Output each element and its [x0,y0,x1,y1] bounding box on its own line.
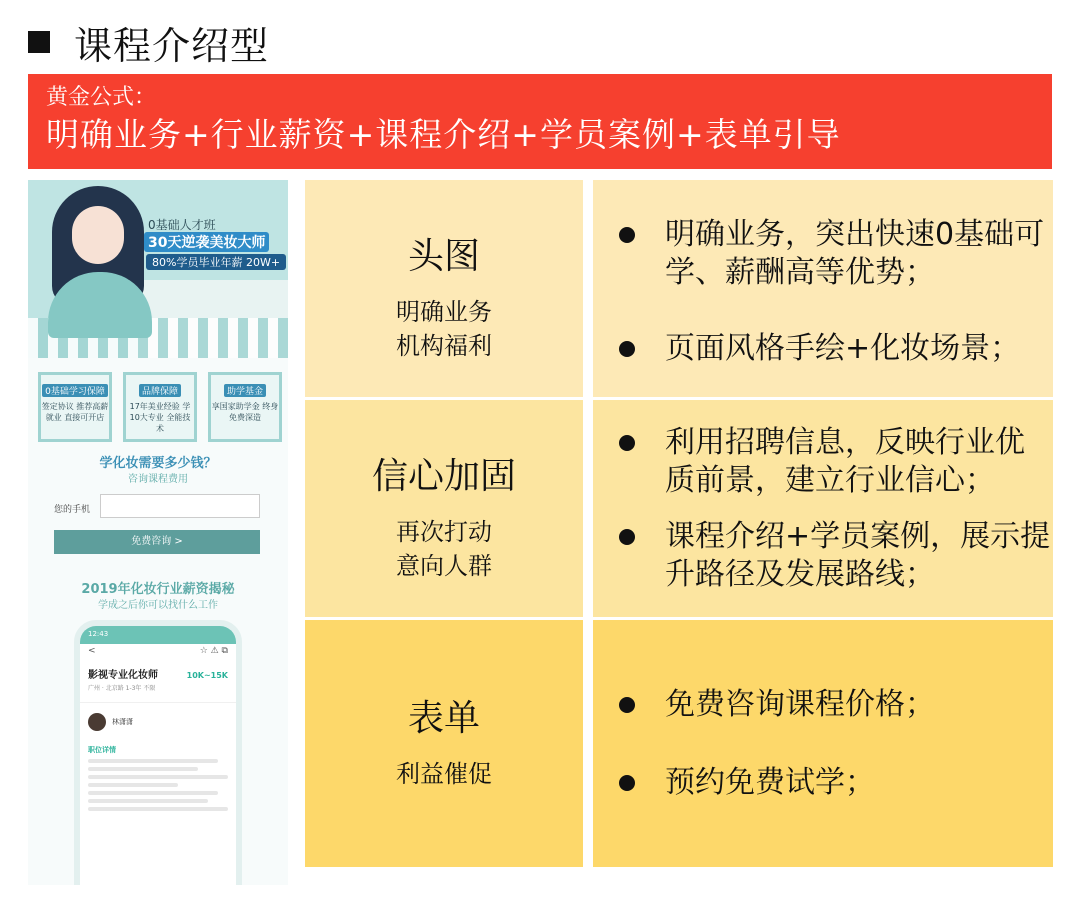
note-text: 预约免费试学； [665,765,875,800]
job-meta: 广州 · 北京路 1-3年 不限 [88,685,156,692]
ask-price-subtitle: 咨询课程费用 [128,474,188,485]
note-text: 页面风格手绘+化妆场景； [665,331,1021,366]
banner-line2: 30天逆袭美妆大师 [144,232,269,252]
page-title: 课程介绍型 [74,23,270,68]
mock-status-bar: 12:43 [80,626,236,644]
note-text: 免费咨询课程价格； [665,687,935,722]
guarantee-body: 签定协议 推荐高薪就业 直接可开店 [41,402,109,422]
section-purpose: 再次打动 [396,518,492,546]
text-line [88,783,178,787]
recruiter-row [80,702,236,741]
section-notes [593,400,1053,617]
guarantee-title: 助学基金 [224,384,266,397]
bullet-icon [619,341,635,357]
back-icon[interactable]: < [88,646,96,656]
section-confidence [305,400,583,617]
job-title: 影视专业化妆师 [88,670,158,681]
section-notes [593,620,1053,867]
nav-action-icons[interactable]: ☆ ⚠ ⧉ [199,646,228,656]
text-line [88,799,208,803]
guarantee-body: 17年美业经验 学10大专业 全能技术 [129,402,191,433]
section-purpose: 意向人群 [396,552,492,580]
section-form [305,620,583,867]
guarantee-body: 享国家助学金 终身免费深造 [211,402,279,422]
title-square-icon [28,31,50,53]
section-purpose: 利益催促 [396,760,492,788]
section-purpose: 机构福利 [396,332,492,360]
landing-page-screenshot [28,180,288,885]
note-item [615,424,1053,500]
banner-image [28,180,288,358]
section-title: 头图 [407,236,480,277]
guarantee-card [38,372,112,442]
salary-title: 2019年化妆行业薪资揭秘 [81,582,235,597]
bullet-icon [619,435,635,451]
banner-line3: 80%学员毕业年薪 20W+ [146,254,286,270]
formula-text: 明确业务+行业薪资+课程介绍+学员案例+表单引导 [46,115,841,154]
note-item [615,764,1053,802]
note-text: 利用招聘信息，反映行业优质前景，建立行业信心； [665,425,1025,498]
formula-banner [28,74,1052,169]
bullet-icon [619,697,635,713]
text-line [88,791,218,795]
phone-input[interactable] [100,494,260,518]
bullet-icon [619,529,635,545]
mock-nav [80,644,236,660]
mock-job-header [80,660,236,681]
text-line [88,807,228,811]
note-item [615,216,1053,292]
guarantee-title: 品牌保障 [139,384,181,397]
avatar [88,713,106,731]
mock-phone [74,620,242,885]
job-detail-heading: 职位详情 [88,746,116,754]
section-purpose: 明确业务 [396,298,492,326]
note-text: 明确业务，突出快速0基础可学、薪酬高等优势； [665,217,1045,290]
bullet-icon [619,775,635,791]
guarantee-card [208,372,282,442]
section-title: 表单 [407,698,480,739]
bullet-icon [619,227,635,243]
guarantee-title: 0基础学习保障 [42,384,108,397]
job-pay: 10K~15K [186,671,228,680]
text-line [88,759,218,763]
note-item [615,686,1053,724]
text-line [88,767,198,771]
formula-label: 黄金公式： [46,85,157,110]
note-item [615,330,1053,368]
recruiter-name: 林潇潇 [112,718,133,726]
note-item [615,518,1053,594]
note-text: 课程介绍+学员案例，展示提升路径及发展路线； [665,519,1051,592]
section-headline [305,180,583,397]
text-line [88,775,228,779]
section-notes [593,180,1053,397]
ask-price-title: 学化妆需要多少钱？ [99,456,217,471]
phone-label: 您的手机 [54,505,91,515]
free-consult-button[interactable]: 免费咨询 > [54,530,260,554]
guarantee-cards [38,372,282,442]
section-title: 信心加固 [371,456,516,497]
guarantee-card [123,372,197,442]
banner-line1: 0基础人才班 [148,218,216,232]
salary-subtitle: 学成之后你可以找什么工作 [98,600,218,611]
illustration-girl-face [72,206,124,264]
page-title-row [28,14,269,70]
